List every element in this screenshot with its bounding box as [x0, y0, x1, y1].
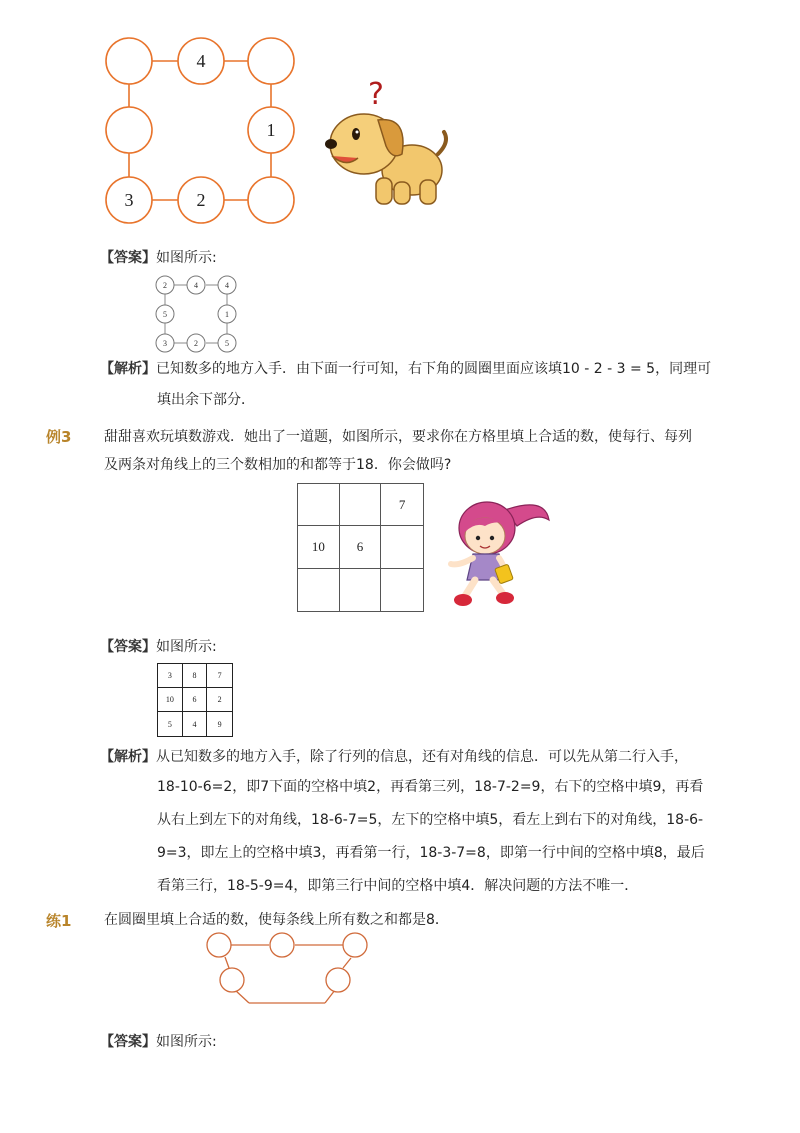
answer-circle-value: 4: [225, 281, 229, 290]
answer-cell: [158, 688, 183, 712]
answer-cell: [158, 712, 183, 736]
example-label: 例3: [46, 428, 72, 446]
analysis-text: 已知数多的地方入手．由下面一行可知，右下角的圆圈里面应该填10 - 2 - 3 = 5，同理可: [156, 361, 712, 377]
grid-cell[interactable]: [340, 526, 382, 568]
grid-cell[interactable]: [298, 526, 340, 568]
answer-tag: 【答案】: [100, 1034, 156, 1050]
puzzle-circle: [106, 38, 152, 84]
example-text: 甜甜喜欢玩填数游戏．她出了一道题，如图所示，要求你在方格里填上合适的数，使每行、每列: [104, 429, 692, 445]
answer-circle-value: 4: [194, 281, 198, 290]
answer-cell: [183, 664, 208, 688]
answer-circle-value: 5: [163, 310, 167, 319]
puzzle-circle: [106, 107, 152, 153]
puzzle-circle: [248, 177, 294, 223]
answer-circle-value: 2: [194, 339, 198, 348]
practice-text: 在圆圈里填上合适的数，使每条线上所有数之和都是8．: [104, 912, 449, 928]
answer-text: 如图所示:: [156, 250, 217, 266]
answer-cell-value: 4: [192, 719, 197, 729]
cell-value: 7: [398, 496, 406, 512]
answer-circle-value: 1: [225, 310, 229, 319]
analysis-3-line: [100, 747, 688, 767]
analysis-3-line: 18-10-6=2，即7下面的空格中填2，再看第三列，18-7-2=9，右下的空格中填9，再看: [157, 779, 704, 795]
circle-value: 1: [266, 120, 276, 140]
trapezoid-circle: [207, 933, 231, 957]
example-text: 及两条对角线上的三个数相加的和都等于18．你会做吗?: [104, 457, 452, 473]
answer-circle-value: 3: [163, 339, 167, 348]
grid-cell[interactable]: [381, 526, 423, 568]
answer-cell-value: 6: [192, 695, 197, 704]
answer-1: [100, 248, 217, 268]
answer-cell-value: 8: [192, 671, 197, 680]
answer-circle-value: 2: [163, 281, 167, 290]
analysis-3-line: 从右上到左下的对角线，18-6-7=5，左下的空格中填5，看左上到右下的对角线，18-6-: [157, 812, 704, 828]
cell-value: 10: [311, 538, 325, 554]
circle-trapezoid-puzzle: [205, 928, 373, 1006]
answer-tag: 【答案】: [100, 639, 156, 655]
analysis-1-line: 填出余下部分．: [157, 392, 255, 408]
analysis-tag: 【解析】: [100, 361, 156, 377]
answer-circle-square: [155, 274, 239, 356]
grid-cell[interactable]: [381, 569, 423, 611]
answer-cell: [158, 664, 183, 688]
analysis-1-line: [100, 359, 711, 379]
trapezoid-circle: [220, 968, 244, 992]
question-mark: ?: [368, 77, 384, 112]
circle-value: 3: [124, 190, 134, 210]
analysis-tag: 【解析】: [100, 749, 156, 765]
magic-square-question: [297, 483, 424, 612]
answer-cell: [207, 664, 232, 688]
analysis-3-line: 看第三行，18-5-9=4，即第三行中间的空格中填4．解决问题的方法不唯一．: [157, 878, 639, 894]
answer-cell: [183, 688, 208, 712]
answer-cell: [207, 688, 232, 712]
analysis-text: 从已知数多的地方入手，除了行列的信息，还有对角线的信息．可以先从第二行入手，: [156, 749, 688, 765]
answer-cell-value: 9: [217, 719, 222, 729]
puppy-illustration: [322, 72, 452, 210]
answer-cell-value: 5: [167, 719, 172, 729]
answer-circle-value: 5: [225, 339, 229, 348]
puzzle-circle: [248, 38, 294, 84]
cell-value: 6: [356, 538, 364, 554]
grid-cell[interactable]: [298, 569, 340, 611]
grid-cell[interactable]: [381, 484, 423, 526]
analysis-3-line: 9=3，即左上的空格中填3，再看第一行，18-3-7=8，即第一行中间的空格中填8，最后: [157, 845, 705, 861]
trapezoid-circle: [326, 968, 350, 992]
answer-cell: [183, 712, 208, 736]
answer-3: [100, 637, 217, 657]
trapezoid-circle: [270, 933, 294, 957]
girl-illustration: [445, 496, 555, 608]
circle-square-puzzle: [100, 32, 305, 228]
answer-cell-value: 3: [167, 671, 172, 680]
grid-cell[interactable]: [340, 484, 382, 526]
grid-cell[interactable]: [298, 484, 340, 526]
circle-value: 4: [196, 51, 206, 71]
circle-value: 2: [196, 190, 206, 210]
answer-cell-value: 2: [217, 695, 222, 704]
answer-tag: 【答案】: [100, 250, 156, 266]
answer-text: 如图所示:: [156, 1034, 217, 1050]
answer-text: 如图所示:: [156, 639, 217, 655]
answer-cell-value: 7: [217, 671, 222, 680]
answer-cell-value: 10: [165, 695, 174, 704]
trapezoid-circle: [343, 933, 367, 957]
magic-square-answer: [157, 663, 233, 737]
grid-cell[interactable]: [340, 569, 382, 611]
answer-cell: [207, 712, 232, 736]
practice-label: 练1: [46, 912, 72, 930]
answer-practice-1: [100, 1032, 217, 1052]
